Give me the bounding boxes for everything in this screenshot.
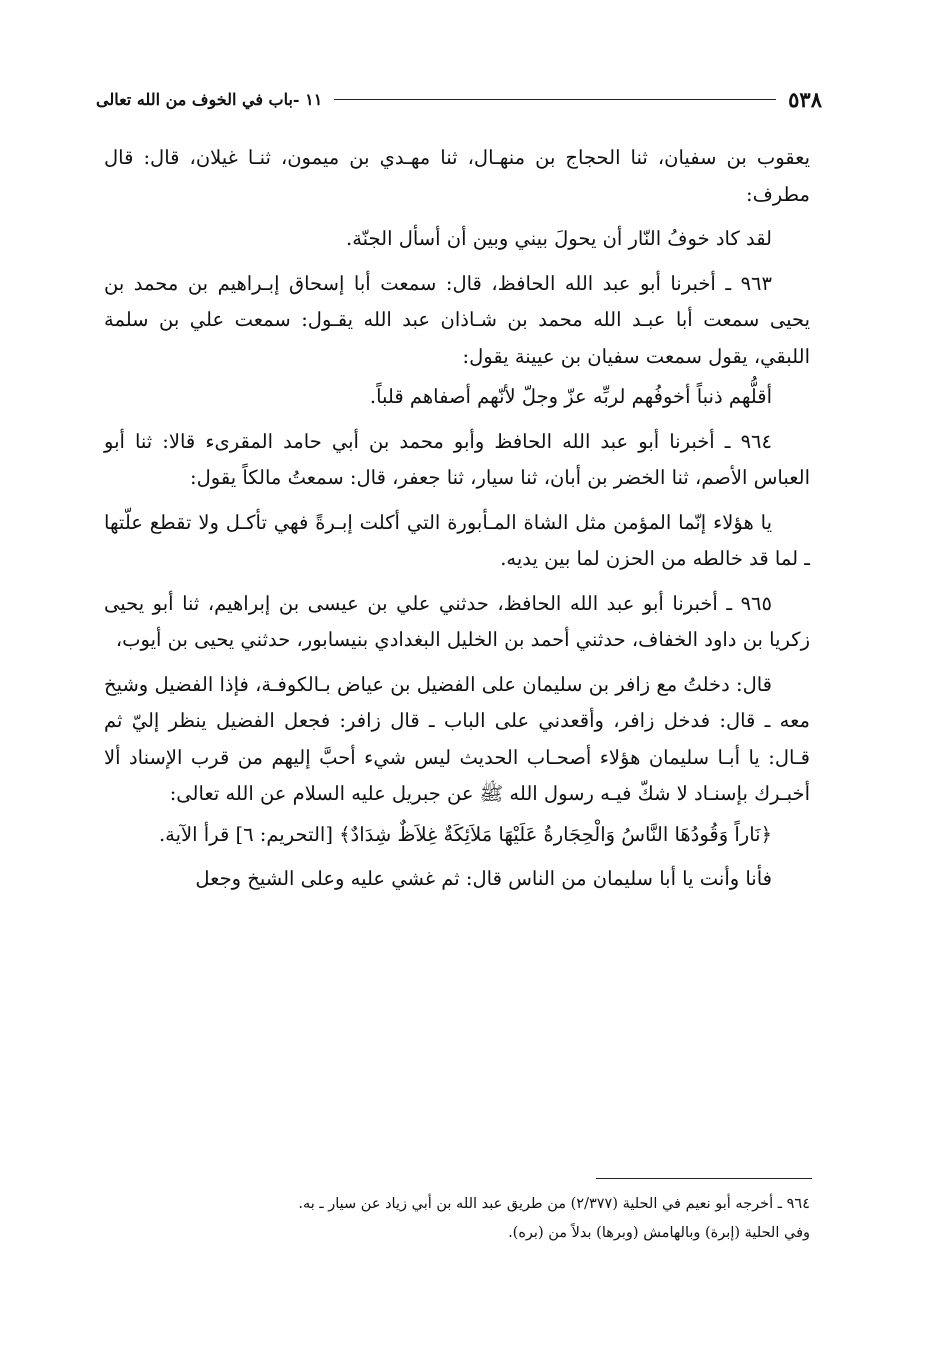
- header-rule: [334, 99, 776, 100]
- hadith-964-chain: ٩٦٤ ـ أخبرنا أبو عبد الله الحافظ وأبو محمد بن أبي حامد المقرىء قالا: ثنا أبو العباس الأصم، ثنا الخضر بن أبان، ثنا سيار، ثنا جعفر، قال: سمعتُ مالكاً يقول:: [104, 429, 810, 489]
- footnote-separator: [596, 1178, 812, 1179]
- quote-sufyan: أقلُّهم ذنباً أخوفُهم لربِّه عزّ وجلّ لأنّهم أصفاهم قلباً.: [369, 385, 772, 408]
- footnote-964: ٩٦٤ ـ أخرجه أبو نعيم في الحلية (٢/٣٧٧) من طريق عبد الله بن أبي زياد عن سيار ـ به.: [298, 1196, 810, 1212]
- quran-verse: ﴿نَاراً وَقُودُهَا النَّاسُ وَالْحِجَارةُ عَلَيْهَا مَلاَئِكَةٌ غِلاَظٌ شِدَادٌ﴾ [التحريم: ٦] قرأ الآية.: [158, 822, 772, 846]
- chapter-title: ١١ -باب في الخوف من الله تعالى: [96, 89, 323, 109]
- running-header: [96, 80, 822, 118]
- main-text: [104, 140, 810, 898]
- hadith-965-chain: ٩٦٥ ـ أخبرنا أبو عبد الله الحافظ، حدثني علي بن عيسى بن إبراهيم، ثنا أبو يحيى زكريا بن داود الخفاف، حدثني أحمد بن الخليل البغدادي بنيسابور، حدثني يحيى بن أيوب،: [104, 591, 810, 651]
- footnotes: [104, 1190, 810, 1248]
- quote-malik: يا هؤلاء إنّما المؤمن مثل الشاة المـأبورة التي أكلت إبـرةً فهي تأكـل ولا تقطع علّتها ـ لما قد خالطه من الحزن لما بين يديه.: [104, 510, 810, 570]
- quote-mutarrif: لقد كاد خوفُ النّار أن يحولَ بيني وبين أن أسأل الجنّة.: [346, 227, 772, 250]
- narration-fudayl: قال: دخلتُ مع زافر بن سليمان على الفضيل بن عياض بـالكوفـة، فإذا الفضيل وشيخ معه ـ قال: فدخل زافر، وأقعدني على الباب ـ قال زافر: فجعل الفضيل ينظر إليّ ثم قـال: يا أبـا سليمان هؤلاء أصحـاب الحديث ليس شيء أحبَّ إليهم من قرب الإسناد ألا أخبـرك بإسنـاد لا شكّ فيـه رسول الله ﷺ عن جبريل عليه السلام عن الله تعالى:: [104, 672, 810, 805]
- hadith-963-chain: ٩٦٣ ـ أخبرنا أبو عبد الله الحافظ، قال: سمعت أبا إسحاق إبـراهيم بن محمد بن يحيى سمعت أبا عبـد الله محمد بن شـاذان عبد الله يقـول: سمعت علي بن سلمة اللبقي، يقول سمعت سفيان بن عيينة يقول:: [104, 271, 810, 368]
- narration-continuation: فأنا وأنت يا أبا سليمان من الناس قال: ثم غشي عليه وعلى الشيخ وجعل: [195, 867, 772, 890]
- page-number: ٥٣٨: [788, 86, 822, 112]
- paragraph-chain-end: يعقوب بن سفيان، ثنا الحجاج بن منهـال، ثنا مهـدي بن ميمون، ثنـا غيلان، قال: قال مطرف:: [104, 146, 811, 206]
- footnote-variant: وفي الحلية (إبرة) وبالهامش (وبرها) بدلاً من (بره).: [508, 1225, 810, 1241]
